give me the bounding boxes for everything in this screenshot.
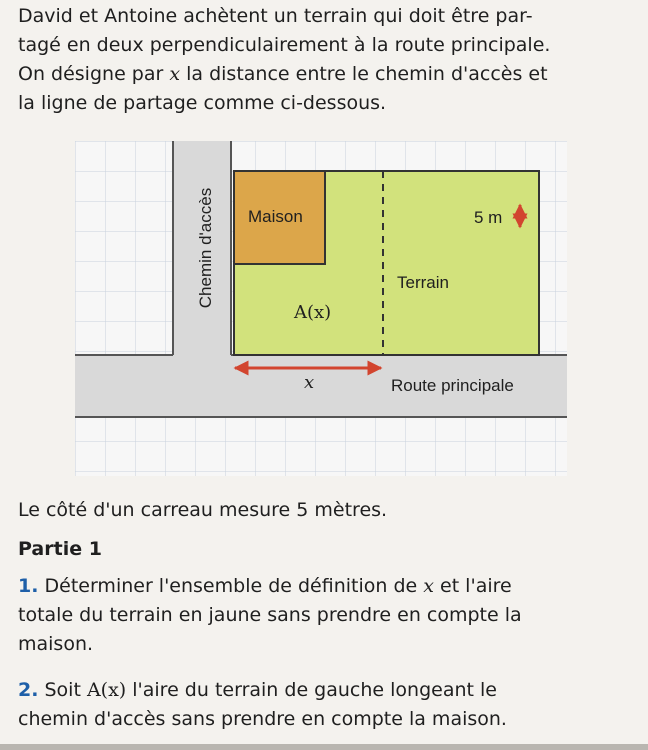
dimension-label: 5 m xyxy=(474,208,503,227)
maison-label: Maison xyxy=(248,207,303,226)
q2-number: 2. xyxy=(18,679,39,701)
q2-function-a: A(x) xyxy=(86,679,127,701)
question-1 xyxy=(18,572,634,659)
q2-line-1-end: l'aire du terrain de gauche longeant le xyxy=(126,679,497,701)
part-title: Partie 1 xyxy=(18,538,102,560)
terrain-figure xyxy=(75,141,567,476)
q1-line-3: maison. xyxy=(18,633,94,655)
q1-variable-x: x xyxy=(423,575,434,597)
intro-line-2: tagé en deux perpendiculairement à la route principale. xyxy=(18,34,551,56)
area-label: A(x) xyxy=(294,302,332,323)
intro-line-3 xyxy=(18,60,634,89)
intro-paragraph xyxy=(18,2,634,118)
q2-line-2: chemin d'accès sans prendre en compte la maison. xyxy=(18,708,507,730)
q1-line-2: totale du terrain en jaune sans prendre en compte la xyxy=(18,604,522,626)
bottom-edge xyxy=(0,744,648,750)
q1-line-1-start: Déterminer l'ensemble de définition de xyxy=(38,575,424,597)
side-note: Le côté d'un carreau mesure 5 mètres. xyxy=(18,499,388,521)
intro-line-3-start: On désigne par xyxy=(18,63,170,85)
q1-line-1 xyxy=(18,572,634,601)
q1-number: 1. xyxy=(18,575,39,597)
intro-variable-x: x xyxy=(169,63,181,85)
intro-line-1: David et Antoine achètent un terrain qui doit être par- xyxy=(18,5,533,27)
intro-line-3-end: la distance entre le chemin d'accès et xyxy=(180,63,548,85)
terrain-label: Terrain xyxy=(397,273,449,292)
chemin-label: Chemin d'accès xyxy=(196,187,215,309)
route-label: Route principale xyxy=(391,376,514,395)
question-2 xyxy=(18,676,634,734)
q1-line-1-end: et l'aire xyxy=(433,575,512,597)
q2-line-1 xyxy=(18,676,634,705)
x-label: x xyxy=(304,372,315,393)
q2-line-1-start: Soit xyxy=(38,679,87,701)
intro-line-4: la ligne de partage comme ci-dessous. xyxy=(18,92,387,114)
